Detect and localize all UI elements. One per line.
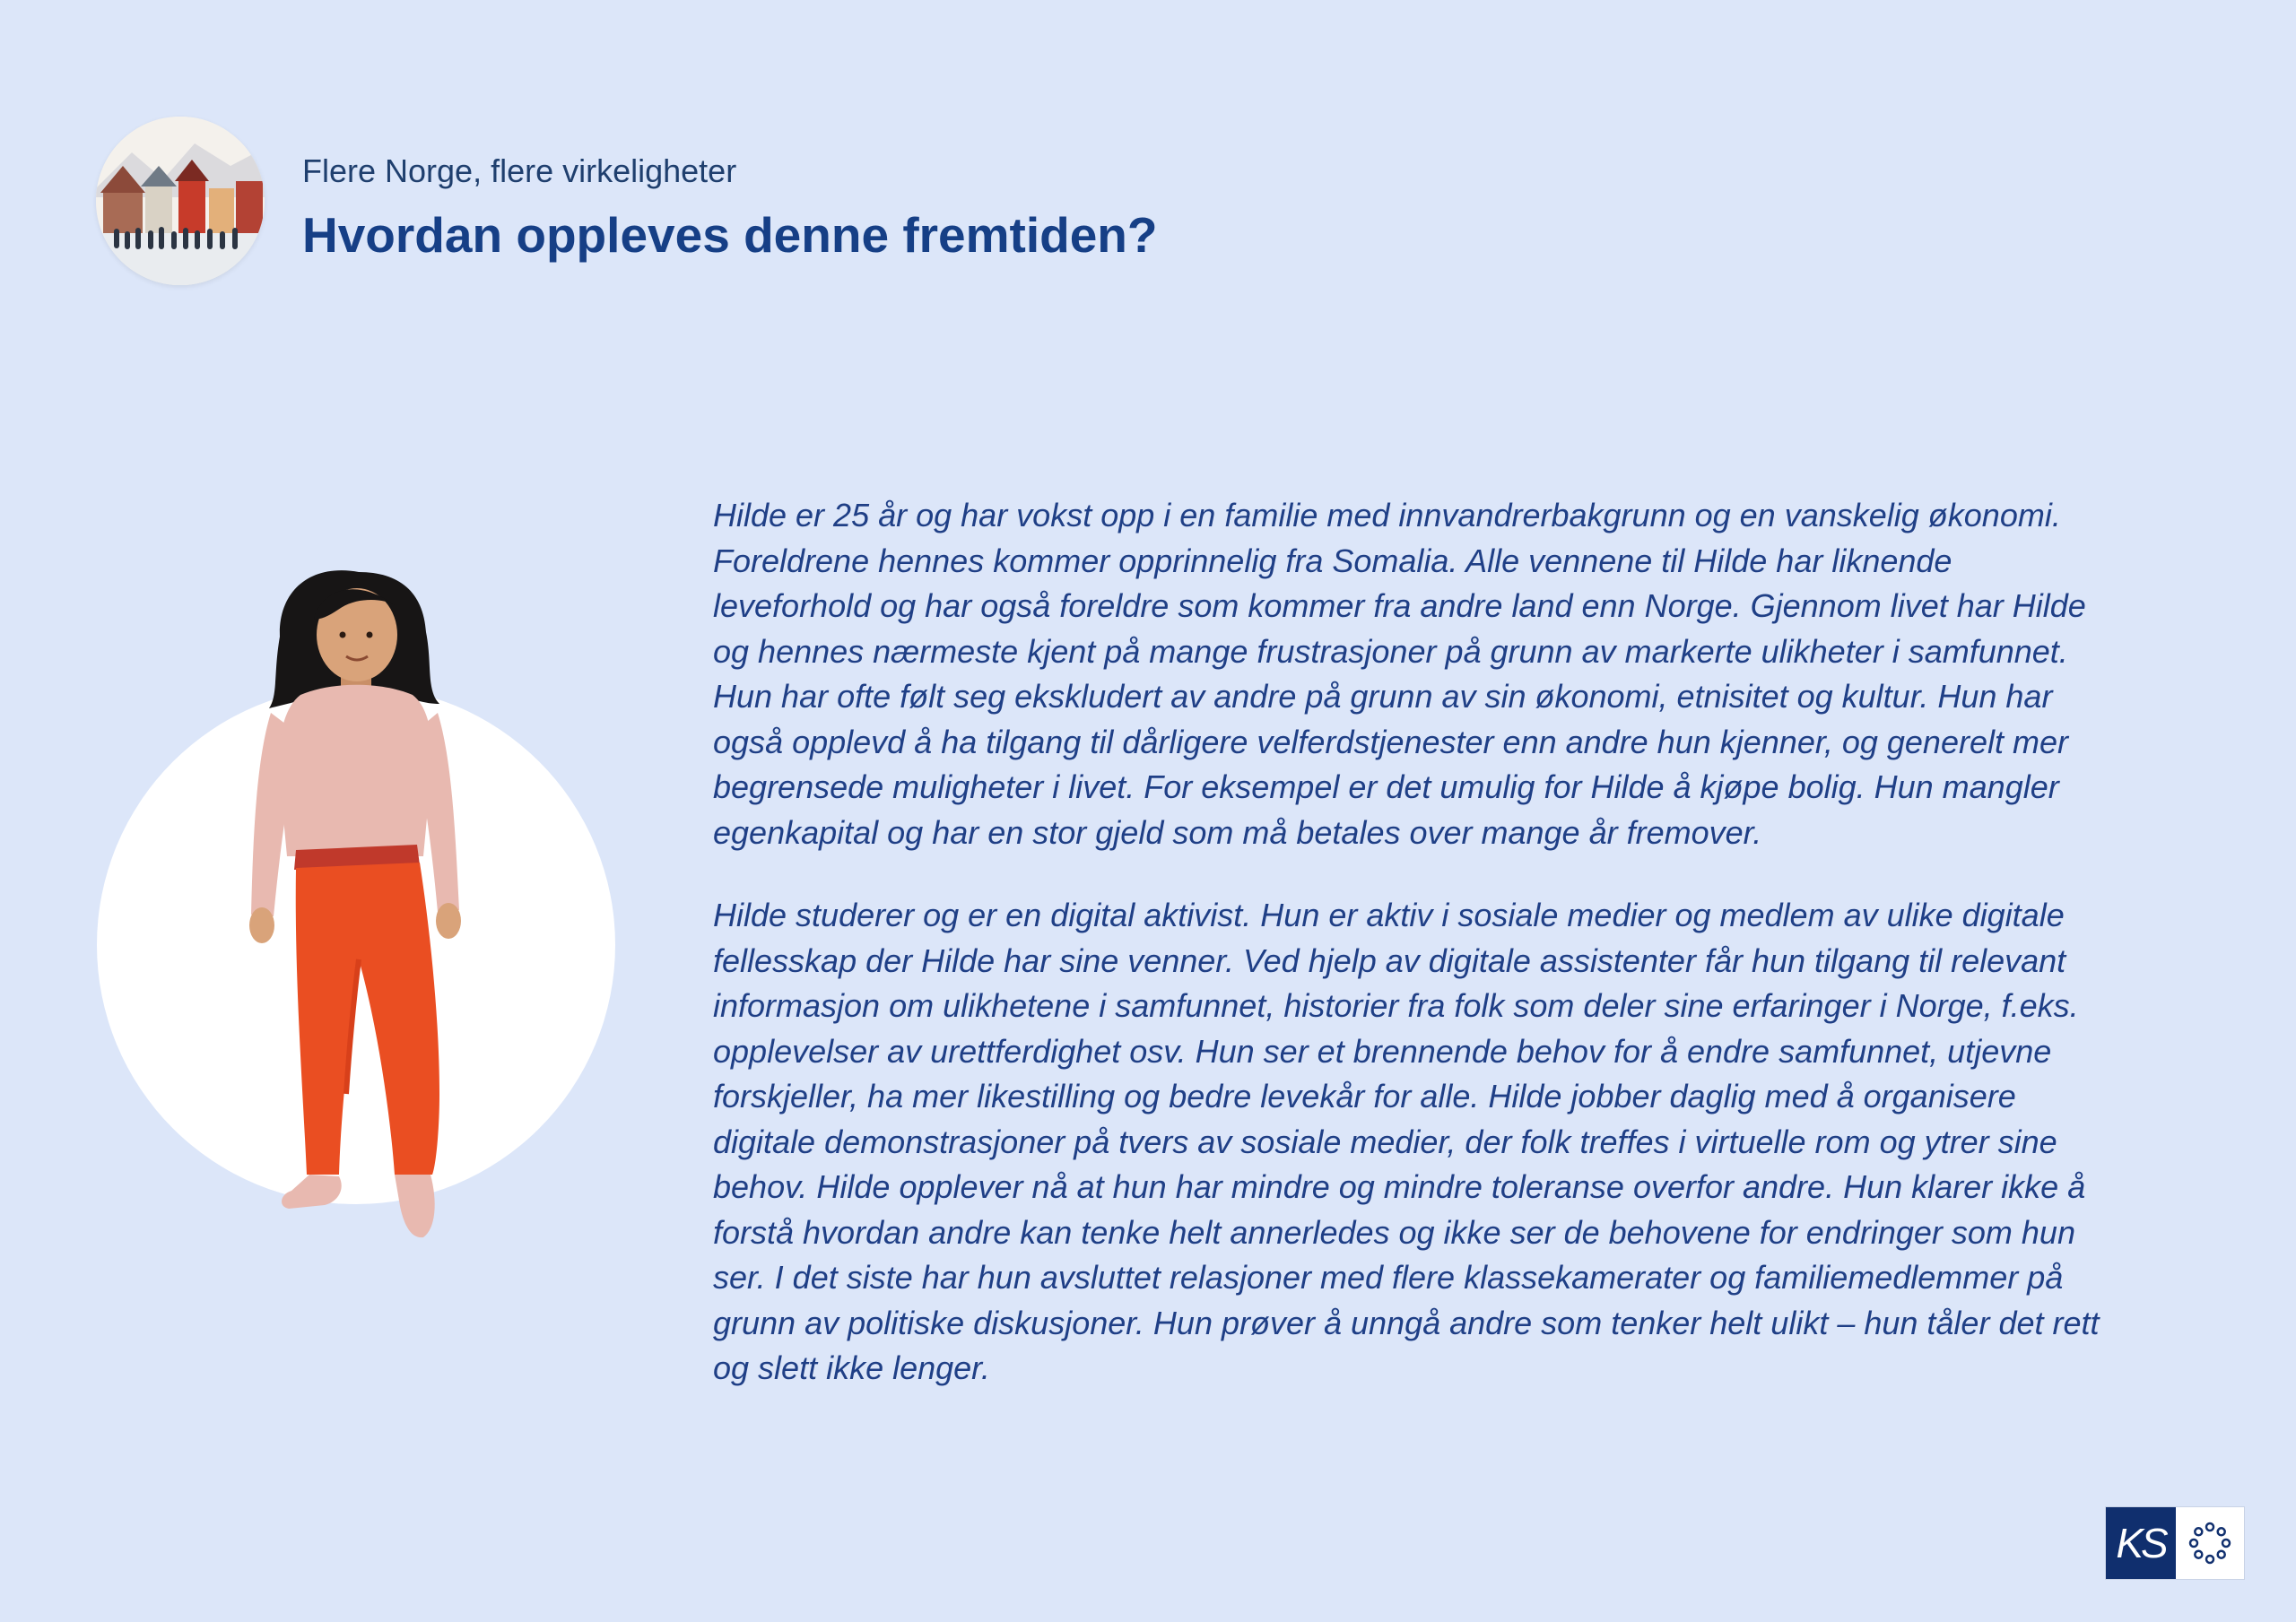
persona-description [713, 493, 2108, 1429]
star-circle-icon [2187, 1521, 2232, 1566]
page-title: Hvordan oppleves denne fremtiden? [302, 207, 1158, 263]
page-subtitle: Flere Norge, flere virkeligheter [302, 152, 737, 189]
ks-logo [2105, 1506, 2245, 1580]
town-crowd-illustration-icon [96, 117, 265, 285]
woman-persona-icon [224, 556, 484, 1264]
description-paragraph-2: Hilde studerer og er en digital aktivist. Hun er aktiv i sosiale medier og medlem av ulike digitale fellesskap der Hilde har sine venner. Ved hjelp av digitale assistenter får hun tilgang til relevant informasjon om ulikhetene i samfunnet, historier fra folk som deler sine erfaringer i Norge, f.eks. opplevelser av urettferdighet osv. Hun ser et brennende behov for å endre samfunnet, utjevne forskjeller, ha mer likestilling og bedre levekår for alle. Hilde jobber daglig med å organisere digitale demonstrasjoner på tvers av sosiale medier, der folk treffes i virtuelle rom og ytrer sine behov. Hilde opplever nå at hun har mindre og mindre toleranse overfor andre. Hun klarer ikke å forstå hvordan andre kan tenke helt annerledes og ikke ser de behovene for endringer som hun ser. I det siste har hun avsluttet relasjoner med flere klassekamerater og familiemedlemmer på grunn av politiske diskusjoner. Hun prøver å unngå andre som tenker helt ulikt – hun tåler det rett og slett ikke lenger. [713, 897, 2100, 1386]
ks-logo-text: KS [2106, 1507, 2176, 1579]
description-paragraph-1: Hilde er 25 år og har vokst opp i en familie med innvandrerbakgrunn og en vanskelig økonomi. Foreldrene hennes kommer opprinnelig fra Somalia. Alle vennene til Hilde har liknende leveforhold og har også foreldre som kommer fra andre land enn Norge. Gjennom livet har Hilde og hennes nærmeste kjent på mange frustrasjoner på grunn av markerte ulikheter i samfunnet. Hun har ofte følt seg ekskludert av andre på grunn av sin økonomi, etnisitet og kultur. Hun har også opplevd å ha tilgang til dårligere velferdstjenester enn andre hun kjenner, og generelt mer begrensede muligheter i livet. For eksempel er det umulig for Hilde å kjøpe bolig. Hun mangler egenkapital og har en stor gjeld som må betales over mange år fremover. [713, 497, 2086, 851]
header-thumbnail [96, 117, 265, 285]
